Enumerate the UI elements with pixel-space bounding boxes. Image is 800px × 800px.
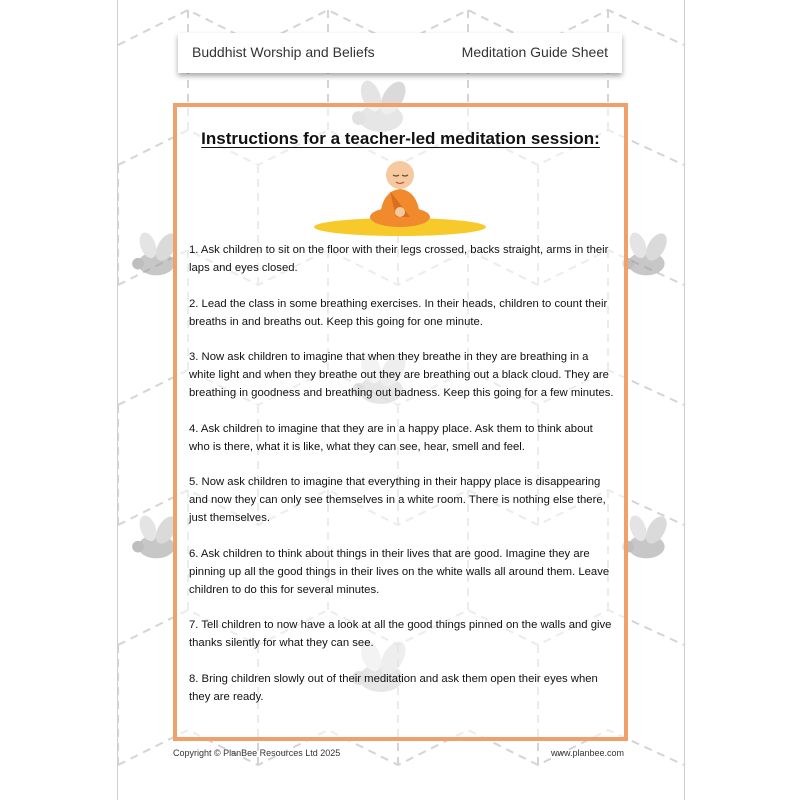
worksheet-page: [117, 0, 685, 800]
step-7: 7. Tell children to now have a look at all the good things pinned on the walls and give thanks silently for what they can see.: [189, 619, 612, 649]
instructions-frame: [173, 103, 628, 741]
step-5: 5. Now ask children to imagine that everything in their happy place is disappearing and now they can only see themselves in a white room. There is nothing else there, just themselves.: [189, 476, 606, 524]
instructions-title: Instructions for a teacher-led meditation session:: [201, 129, 600, 148]
header-sheet-title: Meditation Guide Sheet: [461, 44, 608, 60]
steps-list: [189, 241, 615, 723]
header-subject-title: Buddhist Worship and Beliefs: [192, 44, 375, 60]
step-6: 6. Ask children to think about things in their lives that are good. Imagine they are pinning up all the good things in their lives on the white walls all around them. Leave children to do this for several minutes.: [189, 547, 610, 596]
meditating-monk-icon: [310, 155, 490, 245]
step-2: 2. Lead the class in some breathing exercises. In their heads, children to count their breaths in and breaths out. Keep this going for one minute.: [189, 297, 608, 328]
footer-copyright: Copyright © PlanBee Resources Ltd 2025: [173, 748, 341, 758]
step-3: 3. Now ask children to imagine that when they breathe in they are breathing in a white light and when they breathe out they are breathing out a black cloud. They are breathing in goodness and breathing out badness. Keep this going for a few minutes.: [189, 351, 614, 399]
footer-website: www.planbee.com: [550, 748, 624, 758]
step-4: 4. Ask children to imagine that they are in a happy place. Ask them to think about who is there, what it is like, what they can see, hear, smell and feel.: [189, 422, 593, 453]
step-1: 1. Ask children to sit on the floor with their legs crossed, backs straight, arms in their laps and eyes closed.: [189, 244, 609, 274]
header-bar: [178, 33, 622, 73]
step-8: 8. Bring children slowly out of their meditation and ask them open their eyes when they are ready.: [189, 672, 598, 703]
